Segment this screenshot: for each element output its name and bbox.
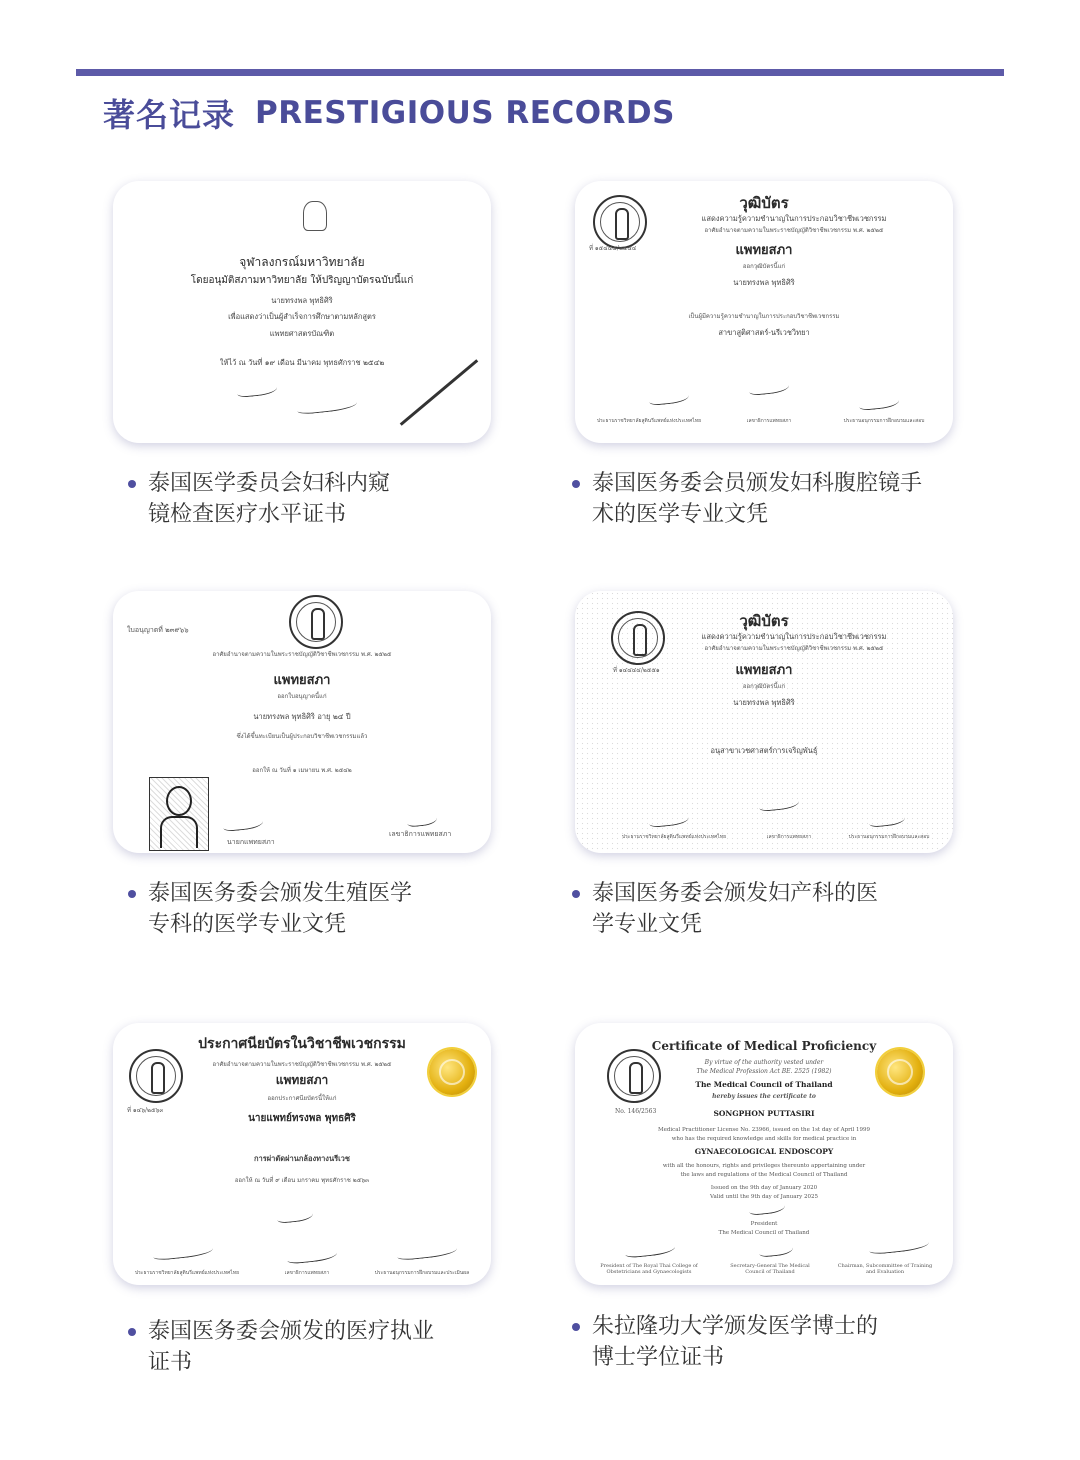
cert-number: No. 146/2563 bbox=[615, 1108, 657, 1115]
cert-line: By virtue of the authority vested under bbox=[704, 1059, 824, 1066]
signatory-title: เลขาธิการแพทยสภา bbox=[746, 418, 792, 424]
cert-recipient: นายทรงพล พุทธิศิริ อายุ ๒๔ ปี bbox=[253, 712, 351, 721]
cert-line: ออกประกาศนียบัตรนี้ให้แก่ bbox=[267, 1095, 337, 1102]
title-english: PRESTIGIOUS RECORDS bbox=[255, 95, 675, 131]
cert-line: อาศัยอำนาจตามความในพระราชบัญญัติวิชาชีพเวชกรรม พ.ศ. ๒๕๒๕ bbox=[704, 227, 884, 234]
cert-line: อาศัยอำนาจตามความในพระราชบัญญัติวิชาชีพเวชกรรม พ.ศ. ๒๕๒๕ bbox=[212, 651, 392, 658]
page-title bbox=[103, 88, 675, 138]
cert-line: Medical Practitioner License No. 23966, issued on the 1st day of April 1999 bbox=[657, 1127, 871, 1133]
cert-line: ซึ่งได้ขึ้นทะเบียนเป็นผู้ประกอบวิชาชีพเวชกรรมแล้ว bbox=[236, 733, 368, 740]
signatory-title: เลขาธิการแพทยสภา bbox=[389, 830, 452, 838]
signature bbox=[296, 396, 357, 415]
cert-line: แสดงความรู้ความชำนาญในการประกอบวิชาชีพเวชกรรม bbox=[701, 632, 887, 641]
cert-number: ที่ ๑๕๔๔๕/๒๕๕๔ bbox=[589, 245, 637, 252]
signatory-title: เลขาธิการแพทยสภา bbox=[766, 834, 812, 840]
caption-6 bbox=[572, 1311, 992, 1373]
cert-line: อาศัยอำนาจตามความในพระราชบัญญัติวิชาชีพเวชกรรม พ.ศ. ๒๕๒๕ bbox=[704, 645, 884, 652]
signature bbox=[648, 811, 689, 828]
cert-issuer: แพทยสภา bbox=[735, 663, 793, 678]
cert-line: ออกให้ ณ วันที่ ๑ เมษายน พ.ศ. ๒๕๔๒ bbox=[252, 767, 352, 774]
signatory-title: ประธานอนุกรรมการฝึกอบรมและสอบ bbox=[843, 418, 925, 424]
cert-recipient: นายทรงพล พุทธิศิริ bbox=[733, 698, 795, 707]
signatory-title: เลขาธิการแพทยสภา bbox=[284, 1270, 330, 1276]
signature bbox=[748, 379, 789, 396]
bullet-icon bbox=[128, 890, 136, 898]
cert-issuer: แพทยสภา bbox=[735, 243, 793, 258]
cert-specialty: สาขาสูติศาสตร์-นรีเวชวิทยา bbox=[718, 328, 810, 337]
signatory-title: ประธานอนุกรรมการฝึกอบรมและประเมินผล bbox=[374, 1270, 470, 1276]
signature bbox=[276, 1207, 313, 1224]
caption-1 bbox=[128, 468, 548, 530]
cert-recipient: นายทรงพล พุทธิศิริ bbox=[733, 278, 795, 287]
cert-issuer: แพทยสภา bbox=[275, 1073, 329, 1087]
cert-line: นายทรงพล พุทธิศิริ bbox=[271, 296, 333, 305]
certificate-card-5 bbox=[113, 1023, 491, 1285]
caption-text: 泰国医务委会颁发妇产科的医学专业文凭 bbox=[592, 881, 879, 937]
signatory-title: ประธานราชวิทยาลัยสูตินรีแพทย์แห่งประเทศไทย bbox=[596, 418, 702, 424]
signature bbox=[858, 394, 899, 411]
certificate-card-1 bbox=[113, 181, 491, 443]
cert-title: Certificate of Medical Proficiency bbox=[651, 1039, 877, 1053]
certificate-image-1 bbox=[127, 191, 477, 433]
cert-recipient: นายแพทย์ทรงพล พุทธศิริ bbox=[248, 1113, 356, 1124]
cert-title: วุฒิบัตร bbox=[739, 194, 789, 212]
cert-line: The Medical Profession Act BE. 2525 (1982) bbox=[696, 1068, 832, 1075]
signatory-title: นายกแพทยสภา bbox=[227, 838, 275, 846]
signature bbox=[222, 815, 263, 832]
signature bbox=[406, 811, 437, 827]
cert-line: โดยอนุมัติสภามหาวิทยาลัย ให้ปริญญาบัตรฉบับนี้แก่ bbox=[190, 275, 414, 286]
cert-line: จุฬาลงกรณ์มหาวิทยาลัย bbox=[239, 255, 365, 269]
cert-line: แพทยศาสตรบัณฑิต bbox=[269, 329, 335, 338]
certificate-card-3 bbox=[113, 591, 491, 853]
bullet-icon bbox=[572, 480, 580, 488]
cert-issuer: The Medical Council of Thailand bbox=[695, 1080, 833, 1089]
certificate-image-5 bbox=[127, 1033, 477, 1275]
cert-line: แสดงความรู้ความชำนาญในการประกอบวิชาชีพเวชกรรม bbox=[701, 214, 887, 223]
signatory-title: Secretary-General The Medical Council of Thailand bbox=[730, 1263, 810, 1275]
caption-5 bbox=[128, 1316, 548, 1378]
caption-3 bbox=[128, 878, 548, 940]
cert-title: ประกาศนียบัตรในวิชาชีพเวชกรรม bbox=[198, 1036, 406, 1052]
signature bbox=[624, 1240, 675, 1258]
caption-text: 泰国医务委会颁发的医疗执业证书 bbox=[148, 1319, 435, 1375]
signature bbox=[236, 381, 277, 398]
cert-specialty: อนุสาขาเวชศาสตร์การเจริญพันธุ์ bbox=[710, 746, 818, 755]
cert-number: ที่ ๑๔๖/๒๕๖๓ bbox=[127, 1107, 164, 1114]
signature bbox=[648, 389, 689, 406]
cert-line: ออกวุฒิบัตรนี้แก่ bbox=[742, 683, 786, 690]
license-number: ใบอนุญาตที่ ๒๓๙๖๖ bbox=[127, 626, 189, 634]
royal-crest-icon bbox=[303, 201, 327, 231]
certificate-image-3 bbox=[127, 601, 477, 846]
cert-number: ที่ ๑๔๔๔๔/๒๕๕๑ bbox=[613, 667, 660, 674]
title-chinese: 著名记录 bbox=[103, 96, 236, 134]
medical-council-seal-icon bbox=[289, 595, 343, 649]
signature bbox=[758, 1241, 793, 1257]
bullet-icon bbox=[128, 480, 136, 488]
caption-2 bbox=[572, 468, 992, 530]
cert-line: อาศัยอำนาจตามความในพระราชบัญญัติวิชาชีพเวชกรรม พ.ศ. ๒๕๒๕ bbox=[212, 1061, 392, 1068]
certificate-card-2 bbox=[575, 181, 953, 443]
signature bbox=[748, 1199, 785, 1216]
signatory-title: President bbox=[750, 1221, 778, 1227]
signature bbox=[758, 795, 799, 812]
bullet-icon bbox=[572, 890, 580, 898]
caption-text: 朱拉隆功大学颁发医学博士的博士学位证书 bbox=[592, 1314, 879, 1370]
cert-specialty: GYNAECOLOGICAL ENDOSCOPY bbox=[694, 1147, 834, 1156]
caption-4 bbox=[572, 878, 992, 940]
cert-recipient: SONGPHON PUTTASIRI bbox=[713, 1109, 815, 1118]
cert-line: เป็นผู้มีความรู้ความชำนาญในการประกอบวิชาชีพเวชกรรม bbox=[688, 313, 840, 320]
signature bbox=[868, 1236, 929, 1255]
cert-issuer: แพทยสภา bbox=[273, 673, 331, 688]
certificate-card-6 bbox=[575, 1023, 953, 1285]
bullet-icon bbox=[572, 1323, 580, 1331]
cert-specialty: การผ่าตัดผ่านกล้องทางนรีเวช bbox=[253, 1154, 350, 1163]
cert-line: who has the required knowledge and skills for medical practice in bbox=[671, 1136, 857, 1142]
signature bbox=[396, 1242, 457, 1261]
cert-valid-date: Valid until the 9th day of January 2025 bbox=[710, 1194, 818, 1200]
certificate-image-2 bbox=[589, 191, 939, 433]
signatory-title: ประธานอนุกรรมการฝึกอบรมและสอบ bbox=[848, 834, 930, 840]
caption-text: 泰国医学委员会妇科内窥镜检查医疗水平证书 bbox=[148, 471, 391, 527]
signature bbox=[152, 1242, 213, 1261]
cert-line: the laws and regulations of the Medical Council of Thailand bbox=[680, 1172, 848, 1178]
pen-mark bbox=[400, 359, 479, 426]
certificate-image-6 bbox=[589, 1033, 939, 1275]
top-divider-bar bbox=[76, 69, 1004, 76]
cert-line: ออกใบอนุญาตนี้แก่ bbox=[277, 693, 327, 700]
signatory-title: ประธานราชวิทยาลัยสูตินรีแพทย์แห่งประเทศไทย bbox=[621, 834, 727, 840]
caption-text: 泰国医务委会颁发生殖医学专科的医学专业文凭 bbox=[148, 881, 413, 937]
cert-line: ให้ไว้ ณ วันที่ ๑๙ เดือน มีนาคม พุทธศักราช ๒๕๔๒ bbox=[219, 358, 385, 367]
signatory-title: The Medical Council of Thailand bbox=[718, 1230, 810, 1236]
cert-issue-date: Issued on the 9th day of January 2020 bbox=[710, 1185, 818, 1191]
cert-line: ออกให้ ณ วันที่ ๙ เดือน มกราคม พุทธศักราช ๒๕๖๓ bbox=[234, 1177, 370, 1184]
signature bbox=[868, 811, 905, 828]
cert-line: hereby issues the certificate to bbox=[712, 1093, 816, 1100]
cert-line: เพื่อแสดงว่าเป็นผู้สำเร็จการศึกษาตามหลักสูตร bbox=[228, 312, 376, 321]
portrait-photo bbox=[149, 777, 209, 851]
bullet-icon bbox=[128, 1328, 136, 1336]
signatory-title: ประธานราชวิทยาลัยสูตินรีแพทย์แห่งประเทศไทย bbox=[134, 1270, 240, 1276]
cert-line: with all the honours, rights and privileges thereunto appertaining under bbox=[662, 1163, 866, 1169]
signatory-title: Chairman, Subcommittee of Training and Evaluation bbox=[837, 1263, 933, 1275]
certificate-card-4 bbox=[575, 591, 953, 853]
caption-text: 泰国医务委会员颁发妇科腹腔镜手术的医学专业文凭 bbox=[592, 471, 923, 527]
certificate-image-4 bbox=[589, 601, 939, 843]
cert-line: ออกวุฒิบัตรนี้แก่ bbox=[742, 263, 786, 270]
cert-title: วุฒิบัตร bbox=[739, 612, 789, 630]
signatory-title: President of The Royal Thai College of Obstetricians and Gynaecologists bbox=[600, 1263, 698, 1275]
signature bbox=[286, 1246, 337, 1264]
